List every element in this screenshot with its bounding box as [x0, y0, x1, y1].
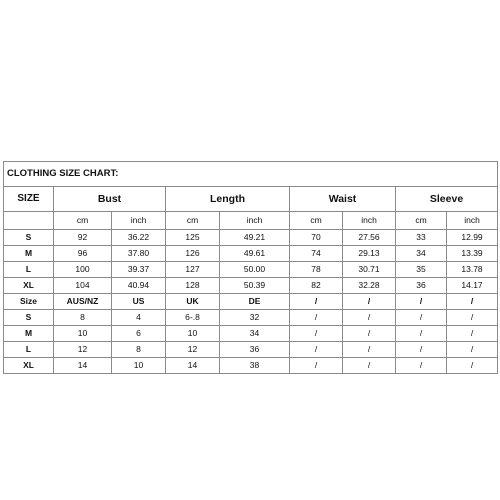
conversion-header-cell: DE [220, 294, 290, 310]
length-header: Length [166, 187, 290, 212]
table-cell: 36.22 [112, 230, 166, 246]
table-cell: 127 [166, 262, 220, 278]
table-cell: 13.39 [447, 246, 498, 262]
unit-cell: inch [447, 212, 498, 230]
table-row [4, 310, 498, 326]
table-cell: 8 [54, 310, 112, 326]
table-cell: / [343, 310, 396, 326]
table-cell: / [290, 310, 343, 326]
conversion-header-cell: / [447, 294, 498, 310]
table-cell: / [343, 358, 396, 374]
table-cell: 4 [112, 310, 166, 326]
table-cell: 49.21 [220, 230, 290, 246]
group-header-row [4, 187, 498, 212]
unit-header-row [4, 212, 498, 230]
table-cell: 82 [290, 278, 343, 294]
size-label: S [4, 310, 54, 326]
table-cell: 34 [396, 246, 447, 262]
table-cell: 125 [166, 230, 220, 246]
table-cell: / [343, 326, 396, 342]
table-cell: 12 [166, 342, 220, 358]
table-cell: 36 [220, 342, 290, 358]
size-label: XL [4, 358, 54, 374]
table-cell: / [290, 326, 343, 342]
table-cell: 6-.8 [166, 310, 220, 326]
table-cell: 49.61 [220, 246, 290, 262]
unit-cell: cm [54, 212, 112, 230]
table-cell: 32.28 [343, 278, 396, 294]
size-label: M [4, 326, 54, 342]
conversion-header-cell: / [396, 294, 447, 310]
table-cell: 50.39 [220, 278, 290, 294]
table-cell: 33 [396, 230, 447, 246]
table-cell: 37.80 [112, 246, 166, 262]
table-cell: 39.37 [112, 262, 166, 278]
table-cell: 36 [396, 278, 447, 294]
size-chart [3, 161, 497, 374]
conversion-header-cell: Size [4, 294, 54, 310]
table-cell: 10 [54, 326, 112, 342]
table-cell: 92 [54, 230, 112, 246]
table-row [4, 246, 498, 262]
table-cell: / [290, 342, 343, 358]
conversion-header-cell: UK [166, 294, 220, 310]
table-cell: 14 [54, 358, 112, 374]
table-cell: 74 [290, 246, 343, 262]
table-row [4, 278, 498, 294]
table-cell: 30.71 [343, 262, 396, 278]
table-cell: 13.78 [447, 262, 498, 278]
table-cell: 40.94 [112, 278, 166, 294]
table-row [4, 262, 498, 278]
table-cell: 6 [112, 326, 166, 342]
table-cell: 50.00 [220, 262, 290, 278]
table-cell: 10 [166, 326, 220, 342]
table-cell: 14 [166, 358, 220, 374]
table-cell: 100 [54, 262, 112, 278]
unit-blank-cell [4, 212, 54, 230]
table-cell: 78 [290, 262, 343, 278]
size-label: L [4, 342, 54, 358]
table-cell: 35 [396, 262, 447, 278]
table-cell: / [290, 358, 343, 374]
table-cell: / [447, 342, 498, 358]
table-cell: / [396, 326, 447, 342]
unit-cell: inch [112, 212, 166, 230]
table-cell: / [396, 310, 447, 326]
conversion-header-cell: US [112, 294, 166, 310]
size-column-header: SIZE [4, 187, 54, 212]
unit-cell: inch [343, 212, 396, 230]
size-chart-table [3, 161, 498, 374]
table-cell: 104 [54, 278, 112, 294]
table-cell: 12.99 [447, 230, 498, 246]
table-row [4, 230, 498, 246]
size-label: XL [4, 278, 54, 294]
unit-cell: cm [396, 212, 447, 230]
table-cell: 27.56 [343, 230, 396, 246]
conversion-header-row [4, 294, 498, 310]
waist-header: Waist [290, 187, 396, 212]
table-cell: / [396, 358, 447, 374]
table-cell: / [447, 326, 498, 342]
chart-title: CLOTHING SIZE CHART: [4, 162, 498, 187]
table-cell: 29.13 [343, 246, 396, 262]
table-cell: 10 [112, 358, 166, 374]
table-row [4, 326, 498, 342]
conversion-header-cell: AUS/NZ [54, 294, 112, 310]
table-cell: 8 [112, 342, 166, 358]
table-cell: 34 [220, 326, 290, 342]
table-cell: 96 [54, 246, 112, 262]
table-cell: 12 [54, 342, 112, 358]
table-cell: / [343, 342, 396, 358]
unit-cell: inch [220, 212, 290, 230]
table-cell: 14.17 [447, 278, 498, 294]
table-cell: / [447, 358, 498, 374]
bust-header: Bust [54, 187, 166, 212]
table-cell: 70 [290, 230, 343, 246]
size-label: M [4, 246, 54, 262]
table-row [4, 342, 498, 358]
table-cell: 32 [220, 310, 290, 326]
unit-cell: cm [166, 212, 220, 230]
table-row [4, 358, 498, 374]
table-cell: / [396, 342, 447, 358]
table-cell: 126 [166, 246, 220, 262]
sleeve-header: Sleeve [396, 187, 498, 212]
conversion-header-cell: / [290, 294, 343, 310]
table-cell: 128 [166, 278, 220, 294]
unit-cell: cm [290, 212, 343, 230]
table-cell: 38 [220, 358, 290, 374]
size-label: L [4, 262, 54, 278]
conversion-header-cell: / [343, 294, 396, 310]
table-cell: / [447, 310, 498, 326]
size-label: S [4, 230, 54, 246]
